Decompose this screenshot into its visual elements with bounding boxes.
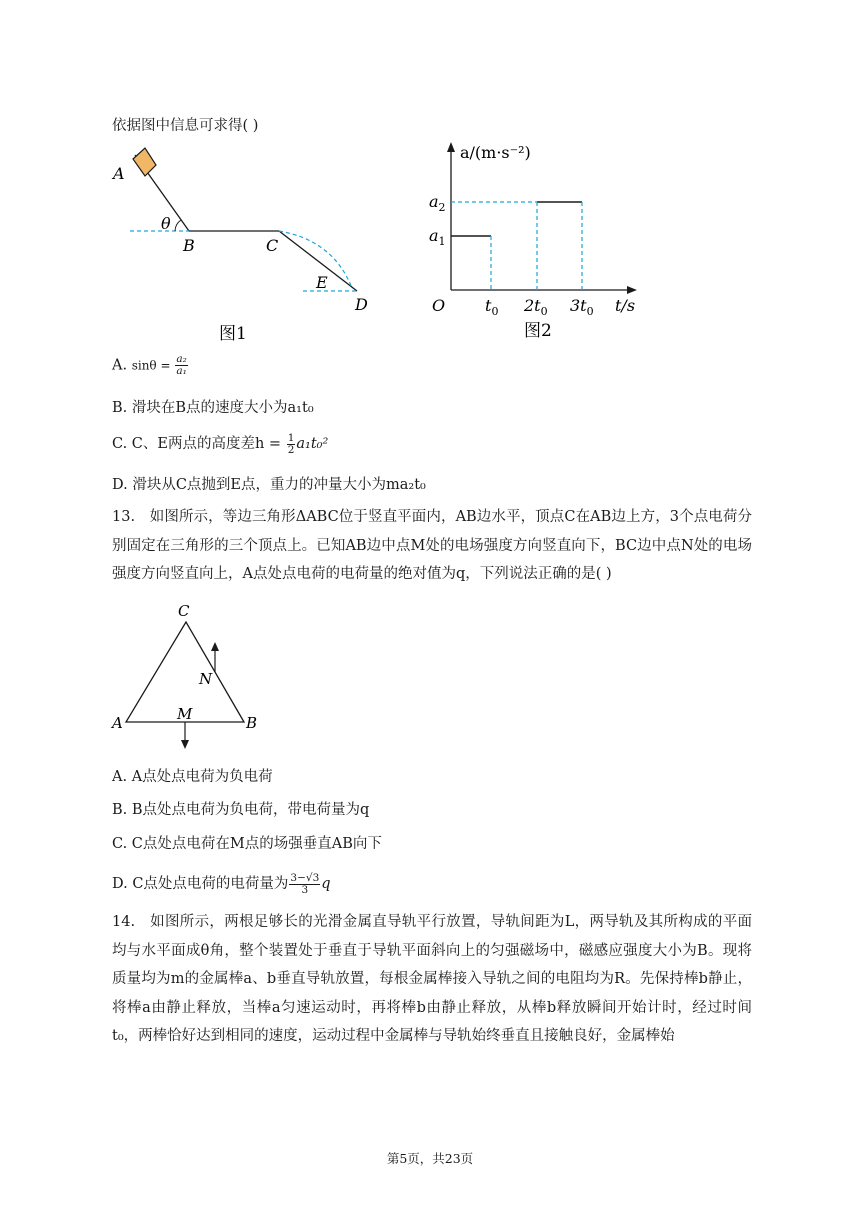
q12-intro: 依据图中信息可求得( ) bbox=[112, 118, 259, 134]
q13-option-c: C. C点处点电荷在M点的场强垂直AB向下 bbox=[112, 836, 382, 852]
slider-block bbox=[133, 148, 156, 176]
page-footer: 第5页，共23页 bbox=[386, 1151, 474, 1166]
tri-label-c: C bbox=[178, 602, 190, 620]
tri-label-n: N bbox=[199, 670, 213, 688]
q14-stem: 14. 如图所示，两根足够长的光滑金属直导轨平行放置，导轨间距为L，两导轨及其所构成的平面均与水平面成θ角，整个装置处于垂直于导轨平面斜向上的匀强磁场中，磁感应强度大小为B。现将质量均为m的金属棒a、b垂直导轨放置，每根金属棒接入导轨之间的电阻均为R。先保持棒b静止，将棒a由静止释放，当棒a匀速运动时，再将棒b由静止释放，从棒b释放瞬间开始计时，经过时间t₀，两棒恰好达到相同的速度，运动过程中金属棒与导轨始终垂直且接触良好，金属棒始 bbox=[112, 914, 752, 1044]
tri-label-a: A bbox=[112, 714, 123, 732]
label-e: E bbox=[316, 273, 328, 292]
label-d: D bbox=[355, 295, 368, 314]
q13-option-d: D. C点处点电荷的电荷量为 $\frac{3-√3}{3}$ q bbox=[112, 871, 331, 896]
q12-option-d: D. 滑块从C点抛到E点，重力的冲量大小为ma₂t₀ bbox=[112, 477, 426, 493]
q12-option-c: C. C、E两点的高度差h = $\frac{1}{2}$ a₁t₀² bbox=[112, 431, 329, 456]
tri-label-m: M bbox=[177, 705, 193, 723]
theta-arc bbox=[175, 220, 181, 231]
field-arrow-n-head bbox=[211, 642, 219, 651]
q12-option-a: A. sinθ = $\frac{\text{a₂}}{\text{a₁}}$ bbox=[112, 353, 187, 377]
label-a: A bbox=[113, 164, 125, 183]
q13-option-a: A. A点处点电荷为负电荷 bbox=[112, 769, 273, 785]
label-c: C bbox=[266, 236, 279, 255]
label-a1: $a_1$ bbox=[429, 226, 446, 248]
y-axis-label: a/(m·s⁻²) bbox=[460, 143, 531, 162]
tri-label-b: B bbox=[246, 714, 258, 732]
q13-stem: 13. 如图所示，等边三角形ΔABC位于竖直平面内，AB边水平，顶点C在AB边上方，3个点电荷分别固定在三角形的三个顶点上。已知AB边中点M处的电场强度方向竖直向下，BC边中点N处的电场强度方向竖直向上，A点处点电荷的电荷量的绝对值为q，下列说法正确的是( ) bbox=[112, 509, 752, 582]
figure-triangle-abc bbox=[108, 600, 278, 755]
figure-2-caption: 图2 bbox=[524, 321, 552, 341]
figure-2-acceleration-graph bbox=[420, 140, 650, 350]
label-theta: θ bbox=[161, 214, 171, 233]
label-t-axis: t/s bbox=[615, 296, 636, 315]
q12-option-b: B. 滑块在B点的速度大小为a₁t₀ bbox=[112, 400, 314, 416]
field-arrow-m-head bbox=[181, 740, 189, 749]
q13-option-b: B. B点处点电荷为负电荷，带电荷量为q bbox=[112, 802, 370, 818]
label-t0: $t_0$ bbox=[485, 296, 499, 318]
figure-1-caption: 图1 bbox=[219, 324, 247, 344]
label-2t0: $2t_0$ bbox=[524, 296, 548, 318]
label-b: B bbox=[183, 236, 195, 255]
y-axis-arrow bbox=[447, 142, 455, 152]
label-3t0: $3t_0$ bbox=[570, 296, 594, 318]
x-axis-arrow bbox=[627, 286, 637, 294]
label-origin: O bbox=[432, 296, 446, 315]
label-a2: $a_2$ bbox=[429, 192, 446, 214]
figure-1-slope-diagram bbox=[105, 145, 395, 350]
